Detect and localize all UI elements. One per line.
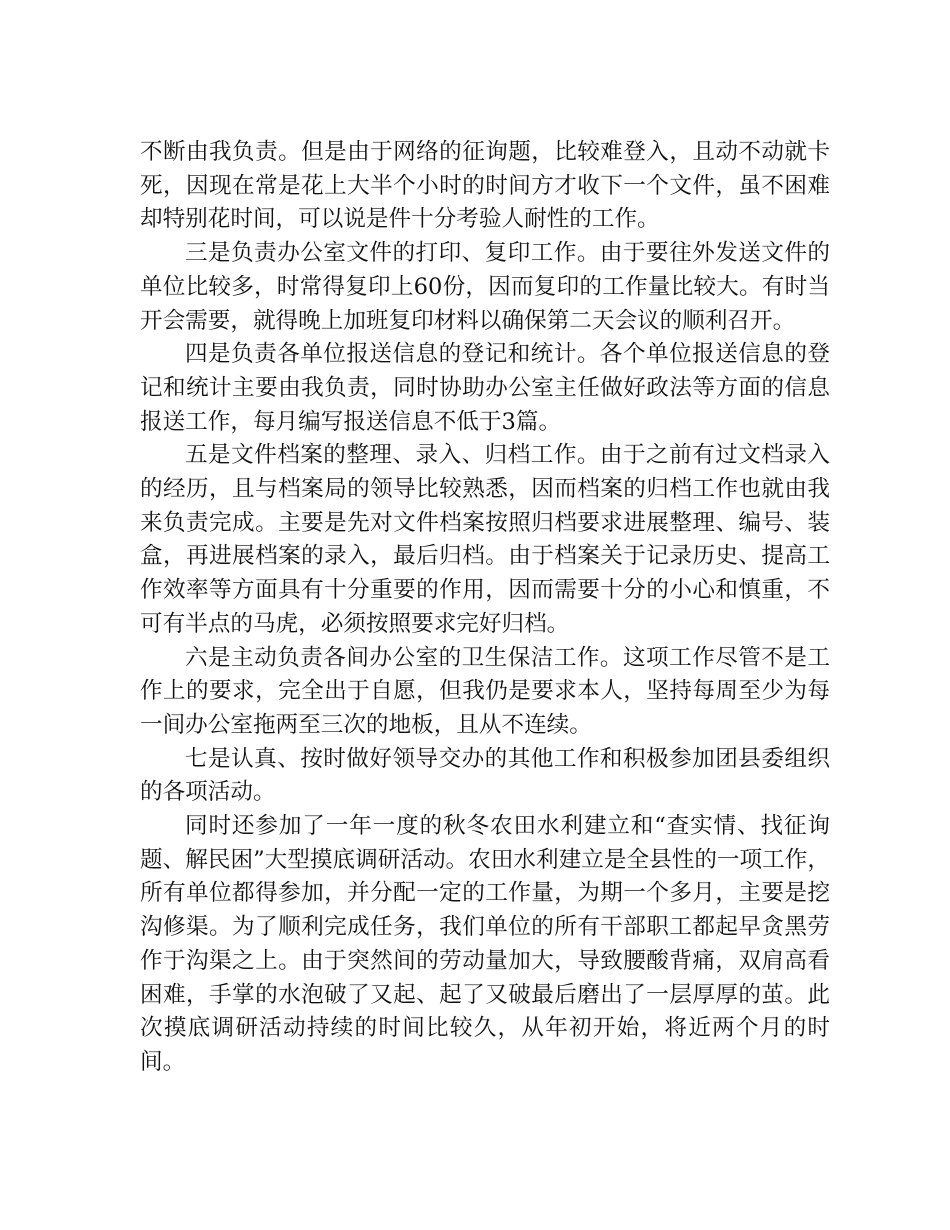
paragraph-continuation: 不断由我负责。但是由于网络的征询题，比较难登入，且动不动就卡死，因现在常是花上大半个小时的时间方才收下一个文件，虽不困难却特别花时间，可以说是件十分考验人耐性的工作。 <box>140 139 830 233</box>
paragraph-item-6: 六是主动负责各间办公室的卫生保洁工作。这项工作尽管不是工作上的要求，完全出于自愿，但我仍是要求本人，坚持每周至少为每一间办公室拖两至三次的地板，且从不连续。 <box>140 644 830 738</box>
paragraph-item-3: 三是负责办公室文件的打印、复印工作。由于要往外发送文件的单位比较多，时常得复印上60份，因而复印的工作量比较大。有时当开会需要，就得晚上加班复印材料以确保第二天会议的顺利召开。 <box>140 240 830 334</box>
paragraph-item-4: 四是负责各单位报送信息的登记和统计。各个单位报送信息的登记和统计主要由我负责，同时协助办公室主任做好政法等方面的信息报送工作，每月编写报送信息不低于3篇。 <box>140 341 830 435</box>
document-page <box>140 136 830 1080</box>
paragraph-additional-activities: 同时还参加了一年一度的秋冬农田水利建立和“查实情、找征询题、解民困”大型摸底调研活动。农田水利建立是全县性的一项工作，所有单位都得参加，并分配一定的工作量，为期一个多月，主要是挖沟修渠。为了顺利完成任务，我们单位的所有干部职工都起早贪黑劳作于沟渠之上。由于突然间的劳动量加大，导致腰酸背痛，双肩高看困难，手掌的水泡破了又起、起了又破最后磨出了一层厚厚的茧。此次摸底调研活动持续的时间比较久，从年初开始，将近两个月的时间。 <box>140 813 830 1075</box>
paragraph-item-5: 五是文件档案的整理、录入、归档工作。由于之前有过文档录入的经历，且与档案局的领导比较熟悉，因而档案的归档工作也就由我来负责完成。主要是先对文件档案按照归档要求进展整理、编号、装盒，再进展档案的录入，最后归档。由于档案关于记录历史、提高工作效率等方面具有十分重要的作用，因而需要十分的小心和慎重，不可有半点的马虎，必须按照要求完好归档。 <box>140 442 830 637</box>
paragraph-item-7: 七是认真、按时做好领导交办的其他工作和积极参加团县委组织的各项活动。 <box>140 745 830 806</box>
